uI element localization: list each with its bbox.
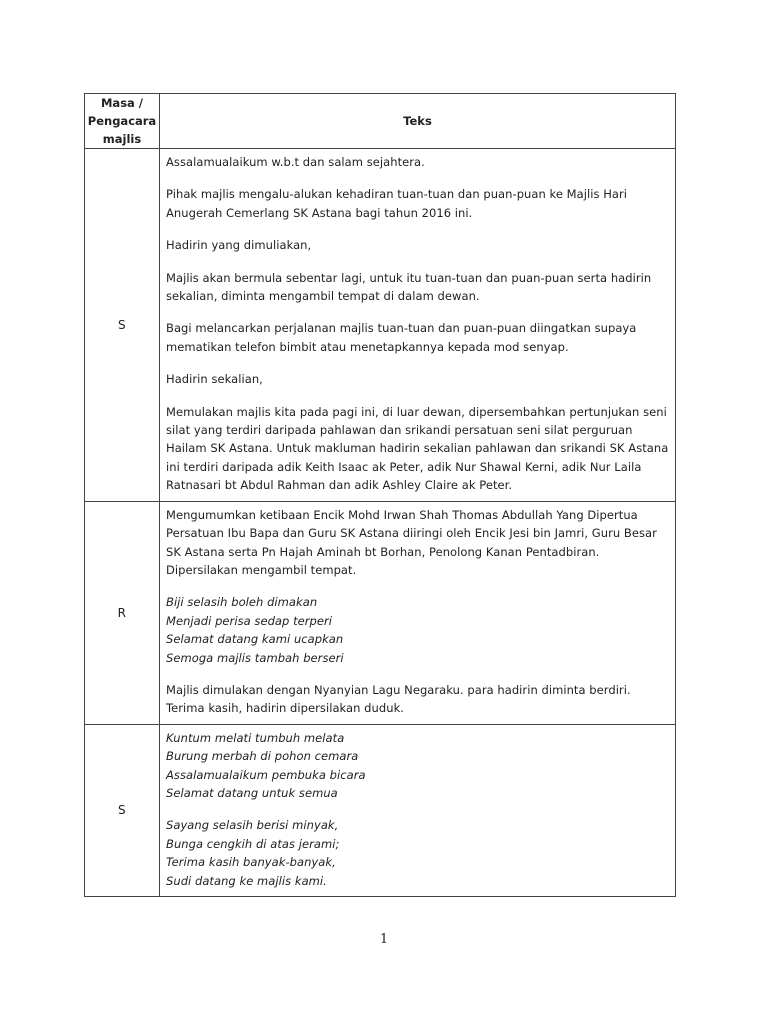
table-row bbox=[85, 724, 676, 896]
teks-cell bbox=[160, 724, 676, 896]
paragraph: Hadirin sekalian, bbox=[166, 372, 263, 387]
header-teks: Teks bbox=[160, 94, 676, 149]
paragraph: Pihak majlis mengalu-alukan kehadiran tuan-tuan dan puan-puan ke Majlis Hari Anugerah Cemerlang SK Astana bagi tahun 2016 ini. bbox=[166, 187, 628, 220]
teks-cell bbox=[160, 501, 676, 724]
paragraph: Mengumumkan ketibaan Encik Mohd Irwan Shah Thomas Abdullah Yang Dipertua Persatuan Ibu Bapa dan Guru SK Astana diiringi oleh Encik Jesi bin Jamri, Guru Besar SK Astana serta Pn Hajah Aminah bt Borhan, Penolong Kanan Pentadbiran. Dipersilakan mengambil tempat. bbox=[166, 507, 657, 577]
table-row bbox=[85, 501, 676, 724]
script-table bbox=[84, 93, 676, 897]
pantun-verse: Kuntum melati tumbuh melata Burung merbah di pohon cemara Assalamualaikum pembuka bicara Selamat datang untuk semua bbox=[166, 730, 366, 800]
paragraph: Memulakan majlis kita pada pagi ini, di luar dewan, dipersembahkan pertunjukan seni silat yang terdiri daripada pahlawan dan srikandi persatuan seni silat perguruan Hailam SK Astana. Untuk makluman hadirin sekalian pahlawan dan srikandi SK Astana ini terdiri daripada adik Keith Isaac ak Peter, adik Nur Shawal Kerni, adik Nur Laila Ratnasari bt Abdul Rahman dan adik Ashley Claire ak Peter. bbox=[166, 404, 669, 493]
paragraph: Hadirin yang dimuliakan, bbox=[166, 238, 312, 253]
page-number: 1 bbox=[379, 932, 389, 947]
paragraph: Majlis dimulakan dengan Nyanyian Lagu Negaraku. para hadirin diminta berdiri. Terima kasih, hadirin dipersilakan duduk. bbox=[166, 682, 631, 716]
paragraph: Majlis akan bermula sebentar lagi, untuk itu tuan-tuan dan puan-puan serta hadirin sekalian, diminta mengambil tempat di dalam dewan. bbox=[166, 270, 652, 304]
speaker-cell: S bbox=[85, 149, 160, 502]
paragraph: Assalamualaikum w.b.t dan salam sejahtera. bbox=[166, 155, 425, 169]
paragraph: Bagi melancarkan perjalanan majlis tuan-tuan dan puan-puan diingatkan supaya mematikan telefon bimbit atau menetapkannya kepada mod senyap. bbox=[166, 321, 637, 354]
table-row bbox=[85, 149, 676, 502]
pantun-verse: Biji selasih boleh dimakan Menjadi perisa sedap terperi Selamat datang kami ucapkan Semoga majlis tambah berseri bbox=[166, 595, 344, 665]
pantun-verse: Sayang selasih berisi minyak, Bunga cengkih di atas jerami; Terima kasih banyak-banyak, Sudi datang ke majlis kami. bbox=[166, 818, 340, 888]
teks-cell bbox=[160, 149, 676, 502]
speaker-cell: R bbox=[85, 501, 160, 724]
header-masa: Masa / Pengacara majlis bbox=[85, 94, 160, 149]
speaker-cell: S bbox=[85, 724, 160, 896]
header-row bbox=[85, 94, 676, 149]
